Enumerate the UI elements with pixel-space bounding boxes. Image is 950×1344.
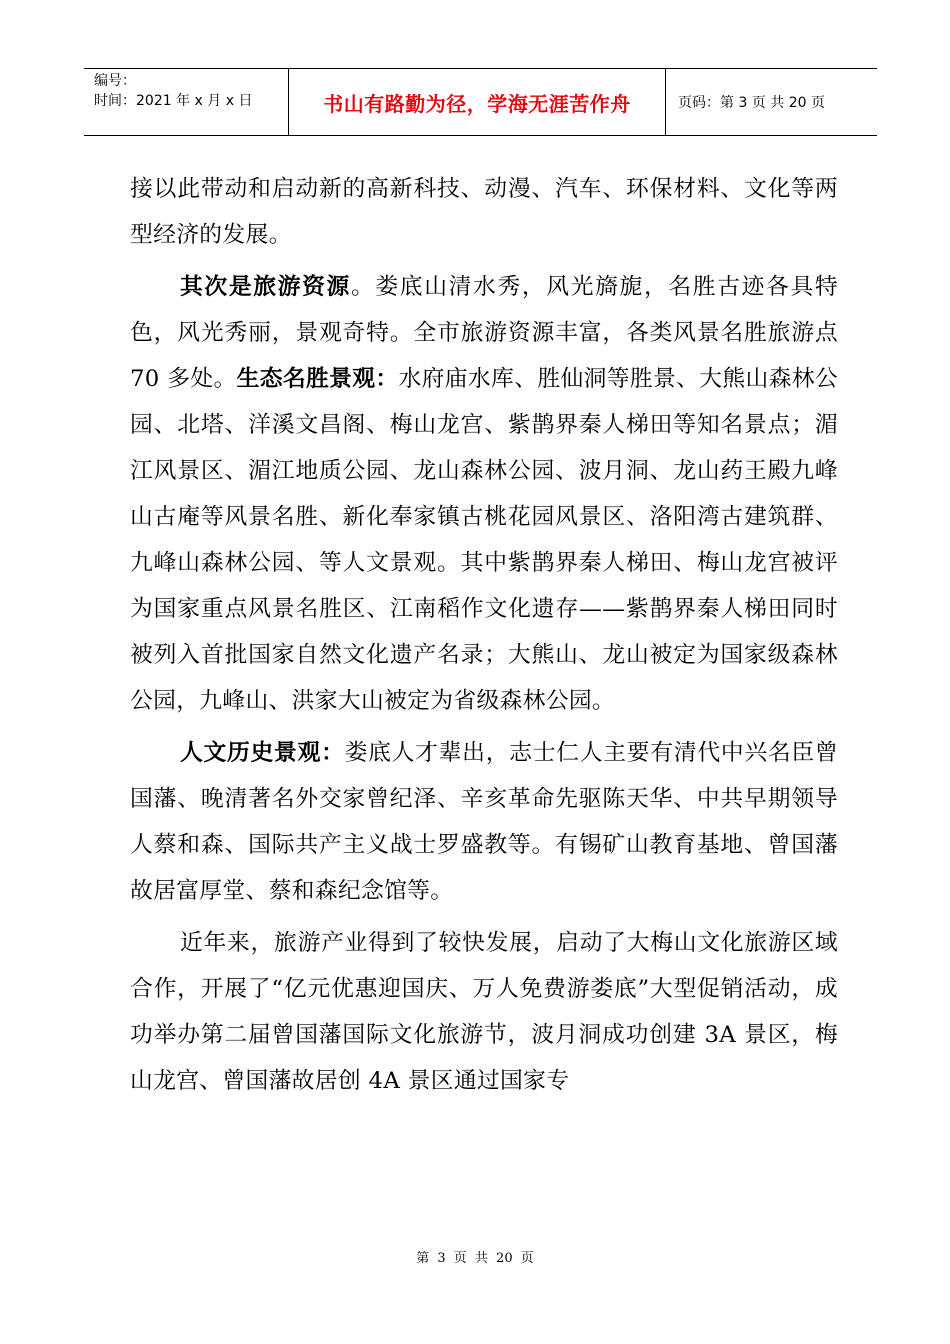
paragraph-recent-development: 近年来，旅游产业得到了较快发展，启动了大梅山文化旅游区域合作，开展了“亿元优惠迎国庆、万人免费游娄底”大型促销活动，成功举办第二届曾国藩国际文化旅游节，波月洞成功创建 3A 景区，梅山龙宫、曾国藩故居创 4A 景区通过国家专 (130, 930, 838, 1094)
paragraph-text: 。娄底山清水秀，风光旖旎，名胜古迹各具特色，风光秀丽，景观奇特。全市旅游资源丰富，各类风景名胜旅游点 70 多处。 (130, 274, 838, 392)
header-meta (84, 69, 288, 135)
header-motto: 书山有路勤为径，学海无涯苦作舟 (288, 69, 666, 135)
document-body (130, 166, 838, 1104)
page-footer: 第 3 页 共 20 页 (416, 1251, 534, 1266)
heading-cultural-history: 人文历史景观： (180, 740, 345, 766)
time-label: 时间：2021 年 x 月 x 日 (94, 93, 253, 109)
heading-tourism-resources: 其次是旅游资源 (180, 274, 351, 300)
paragraph-text: 水府庙水库、胜仙洞等胜景、大熊山森林公园、北塔、洋溪文昌阁、梅山龙宫、紫鹊界秦人梯田等知名景点；湄江风景区、湄江地质公园、龙山森林公园、波月洞、龙山药王殿九峰山古庵等风景名胜、新化奉家镇古桃花园风景区、洛阳湾古建筑群、九峰山森林公园、等人文景观。其中紫鹊界秦人梯田、梅山龙宫被评为国家重点风景名胜区、江南稻作文化遗存——紫鹊界秦人梯田同时被列入首批国家自然文化遗产名录；大熊山、龙山被定为国家级森林公园，九峰山、洪家大山被定为省级森林公园。 (130, 366, 839, 714)
number-label: 编号： (94, 73, 136, 89)
paragraph-tourism-resources (130, 264, 838, 724)
header-page-info: 页码：第 3 页 共 20 页 (678, 95, 825, 111)
paragraph-continuation: 接以此带动和启动新的高新科技、动漫、汽车、环保材料、文化等两型经济的发展。 (130, 176, 838, 248)
paragraph-cultural-history (130, 730, 838, 914)
page-header (84, 68, 877, 136)
paragraph-text: 娄底人才辈出，志士仁人主要有清代中兴名臣曾国藩、晚清著名外交家曾纪泽、辛亥革命先驱陈天华、中共早期领导人蔡和森、国际共产主义战士罗盛教等。有锡矿山教育基地、曾国藩故居富厚堂、蔡和森纪念馆等。 (130, 740, 838, 904)
heading-ecological-scenery: 生态名胜景观： (236, 366, 399, 392)
